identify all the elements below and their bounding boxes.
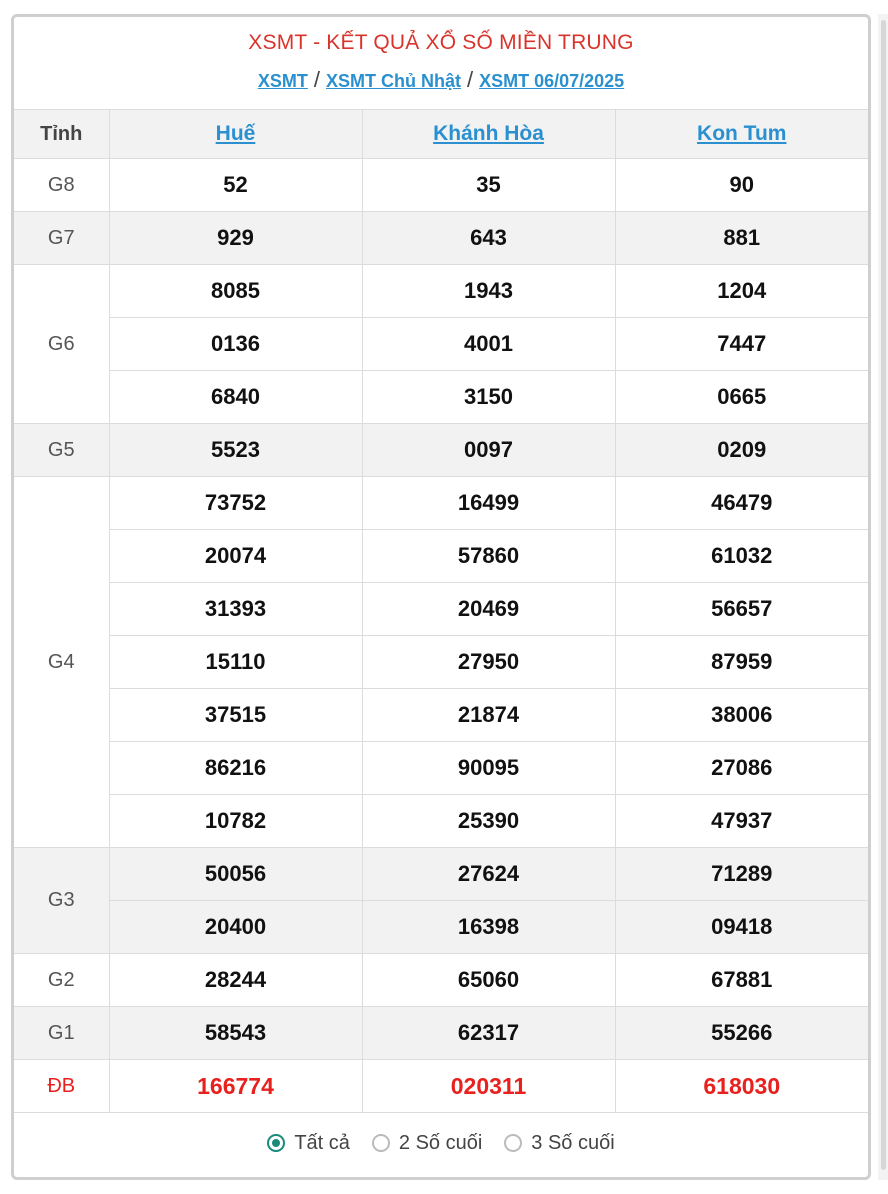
filter-option-label: 3 Số cuối (531, 1131, 615, 1154)
result-number: 35 (362, 159, 615, 212)
result-number: 27624 (362, 848, 615, 901)
result-number: 57860 (362, 530, 615, 583)
prize-row-g4 (14, 742, 868, 795)
result-number: 20074 (109, 530, 362, 583)
result-number: 52 (109, 159, 362, 212)
province-link-khanh-hoa[interactable]: Khánh Hòa (433, 122, 544, 145)
result-number: 618030 (615, 1060, 868, 1113)
result-number: 3150 (362, 371, 615, 424)
result-number: 71289 (615, 848, 868, 901)
result-number: 929 (109, 212, 362, 265)
result-number: 90095 (362, 742, 615, 795)
result-number: 16398 (362, 901, 615, 954)
result-number: 73752 (109, 477, 362, 530)
result-number: 87959 (615, 636, 868, 689)
filter-option[interactable] (504, 1132, 614, 1155)
result-number: 90 (615, 159, 868, 212)
result-number: 881 (615, 212, 868, 265)
result-number: 28244 (109, 954, 362, 1007)
results-header (14, 17, 868, 110)
prize-row-g4 (14, 689, 868, 742)
result-number: 65060 (362, 954, 615, 1007)
province-link-hue[interactable]: Huế (215, 122, 256, 145)
breadcrumb (14, 67, 868, 93)
province-column-header: Tỉnh (14, 110, 109, 159)
result-number: 1204 (615, 265, 868, 318)
prize-row-g6 (14, 371, 868, 424)
result-number: 4001 (362, 318, 615, 371)
prize-row-g4 (14, 477, 868, 530)
result-number: 47937 (615, 795, 868, 848)
province-header (615, 110, 868, 159)
result-number: 1943 (362, 265, 615, 318)
result-number: 37515 (109, 689, 362, 742)
breadcrumb-separator: / (466, 67, 474, 92)
table-header-row (14, 110, 868, 159)
prize-row-g1 (14, 1007, 868, 1060)
province-header (362, 110, 615, 159)
result-number: 16499 (362, 477, 615, 530)
prize-row-g4 (14, 583, 868, 636)
prize-row-g4 (14, 795, 868, 848)
filter-option-label: Tất cả (294, 1131, 350, 1154)
result-number: 55266 (615, 1007, 868, 1060)
result-number: 643 (362, 212, 615, 265)
radio-button-icon[interactable] (504, 1134, 522, 1152)
result-number: 50056 (109, 848, 362, 901)
result-number: 25390 (362, 795, 615, 848)
page-title: XSMT - KẾT QUẢ XỔ SỐ MIỀN TRUNG (248, 31, 634, 54)
prize-row-g2 (14, 954, 868, 1007)
result-number: 09418 (615, 901, 868, 954)
result-number: 020311 (362, 1060, 615, 1113)
result-number: 166774 (109, 1060, 362, 1113)
result-number: 31393 (109, 583, 362, 636)
result-number: 67881 (615, 954, 868, 1007)
result-number: 0665 (615, 371, 868, 424)
result-number: 27086 (615, 742, 868, 795)
result-number: 58543 (109, 1007, 362, 1060)
prize-row-g8 (14, 159, 868, 212)
prize-row-đb (14, 1060, 868, 1113)
result-number: 86216 (109, 742, 362, 795)
result-number: 0097 (362, 424, 615, 477)
prize-label: G5 (14, 424, 109, 477)
prize-label: G4 (14, 477, 109, 848)
prize-row-g7 (14, 212, 868, 265)
prize-row-g3 (14, 848, 868, 901)
prize-label: G7 (14, 212, 109, 265)
result-number: 10782 (109, 795, 362, 848)
breadcrumb-link-date[interactable]: XSMT 06/07/2025 (479, 71, 625, 91)
prize-row-g4 (14, 636, 868, 689)
prize-label: G8 (14, 159, 109, 212)
radio-button-icon[interactable] (372, 1134, 390, 1152)
prize-row-g6 (14, 318, 868, 371)
breadcrumb-link-xsmt[interactable]: XSMT (257, 71, 308, 91)
province-header (109, 110, 362, 159)
digit-filter (14, 1113, 868, 1173)
result-number: 21874 (362, 689, 615, 742)
filter-option[interactable] (372, 1132, 482, 1155)
scrollbar-thumb[interactable] (881, 20, 886, 1170)
filter-option[interactable] (267, 1132, 350, 1155)
result-number: 15110 (109, 636, 362, 689)
result-number: 61032 (615, 530, 868, 583)
result-number: 7447 (615, 318, 868, 371)
result-number: 62317 (362, 1007, 615, 1060)
result-number: 46479 (615, 477, 868, 530)
prize-label: ĐB (14, 1060, 109, 1113)
result-number: 0136 (109, 318, 362, 371)
province-link-kon-tum[interactable]: Kon Tum (697, 122, 787, 145)
result-number: 6840 (109, 371, 362, 424)
prize-row-g5 (14, 424, 868, 477)
results-body (14, 159, 868, 1113)
filter-option-label: 2 Số cuối (398, 1131, 483, 1154)
result-number: 20469 (362, 583, 615, 636)
result-number: 8085 (109, 265, 362, 318)
result-number: 56657 (615, 583, 868, 636)
result-number: 20400 (109, 901, 362, 954)
results-table (14, 110, 868, 1113)
prize-label: G2 (14, 954, 109, 1007)
result-number: 27950 (362, 636, 615, 689)
prize-label: G6 (14, 265, 109, 424)
prize-row-g6 (14, 265, 868, 318)
prize-label: G1 (14, 1007, 109, 1060)
results-panel (11, 14, 871, 1180)
prize-row-g4 (14, 530, 868, 583)
prize-label: G3 (14, 848, 109, 954)
result-number: 0209 (615, 424, 868, 477)
prize-row-g3 (14, 901, 868, 954)
result-number: 5523 (109, 424, 362, 477)
result-number: 38006 (615, 689, 868, 742)
breadcrumb-link-weekday[interactable]: XSMT Chủ Nhật (325, 71, 461, 91)
radio-button-icon[interactable] (267, 1134, 285, 1152)
breadcrumb-separator: / (313, 67, 320, 92)
